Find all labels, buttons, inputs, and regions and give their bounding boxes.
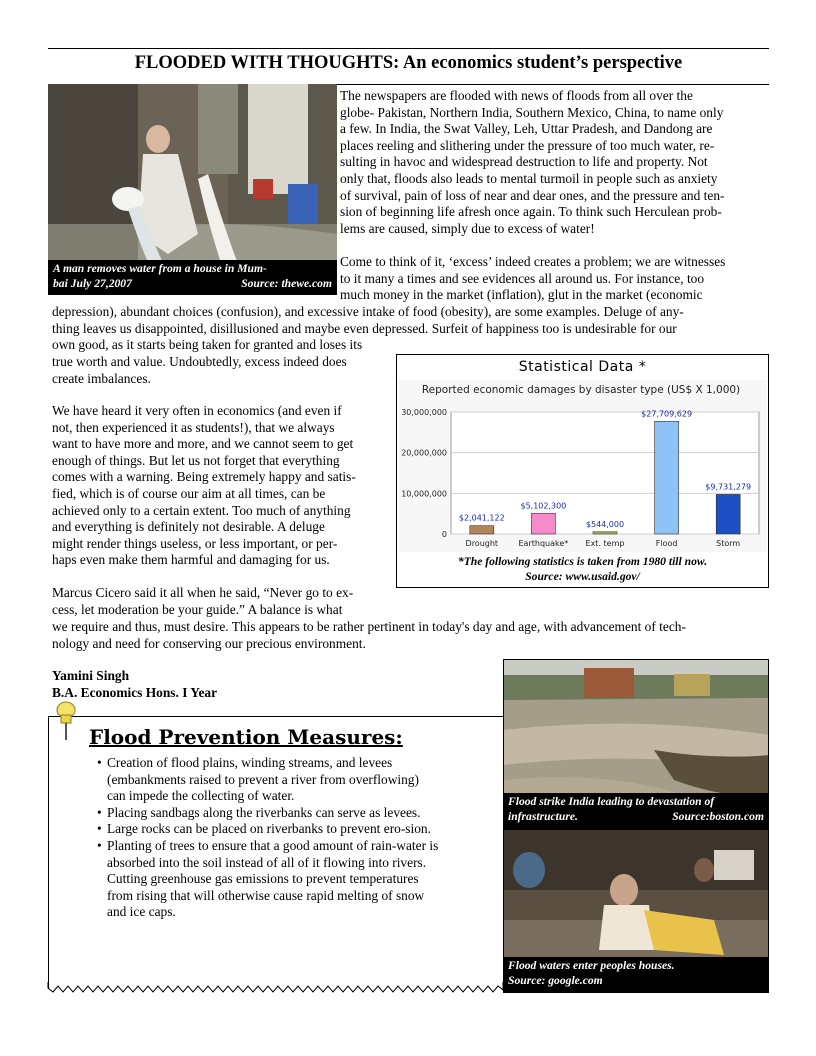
chart-note-line1: *The following statistics is taken from 1980 till now.	[457, 555, 708, 568]
bar-value-label: $27,709,629	[641, 409, 693, 419]
text-line: might render things useless, or less important, or per-	[52, 535, 338, 551]
bar-value-label: $5,102,300	[520, 501, 567, 511]
prevention-item: • Creation of flood plains, winding streams, and levees (embankments raised to prevent a river from overflowing) can impede the collecting of water.	[99, 755, 439, 805]
photo3-caption-line1: Flood waters enter peoples houses.	[508, 959, 675, 972]
photo1-caption-line2: bai July 27,2007 Source: thewe.com	[53, 277, 332, 290]
article-para2-top	[340, 254, 770, 304]
bar-value-label: $9,731,279	[705, 482, 752, 492]
text-line: not, then experienced it as students!), that we always	[52, 419, 335, 435]
bar-flood	[655, 421, 679, 534]
article-para3	[52, 403, 392, 569]
text-line: The newspapers are flooded with news of floods from all over the	[340, 88, 693, 103]
chart-note-line2: Source: www.usaid.gov/	[525, 570, 640, 583]
bar-ext-temp	[593, 532, 617, 534]
text-line: fied, which is of course our aim at all times, can be	[52, 485, 326, 501]
text-line: places reeling and slithering under the pressure of too much water, re-	[340, 137, 715, 153]
text-line: Come to think of it, ‘excess’ indeed creates a problem; we are witnesses	[340, 254, 726, 269]
text-line: enough of things. But let us not forget that everything	[52, 452, 340, 468]
prevention-item: • Placing sandbags along the riverbanks can serve as levees.	[99, 805, 439, 822]
text-line: lems are caused, simply due to excess of water!	[340, 220, 595, 236]
author-course: B.A. Economics Hons. I Year	[52, 685, 218, 700]
bar-earthquake-	[531, 513, 555, 534]
text-line: a few. In India, the Swat Valley, Leh, Uttar Pradesh, and Dandong are	[340, 121, 713, 137]
y-tick-label: 10,000,000	[401, 489, 447, 499]
photo3-caption-line2: Source: google.com	[508, 974, 603, 987]
x-tick-label: Ext. temp	[585, 539, 625, 548]
photo1-caption	[48, 260, 337, 295]
text-line: Marcus Cicero said it all when he said, “Never go to ex-	[52, 585, 354, 600]
text-line: sulting in havoc and widespread destruction to life and property. Not	[340, 154, 708, 170]
photo2-caption-line2: infrastructure. Source:boston.com	[508, 810, 764, 823]
text-line: cess, let moderation be your guide.” A balance is what	[52, 601, 343, 617]
prevention-item: • Planting of trees to ensure that a good amount of rain-water is absorbed into the soil instead of all of it flowing into rivers. Cutting greenhouse gas emissions to prevent temperatures from rising that will otherwise cause rapid melting of snow and ice caps.	[99, 838, 439, 921]
article-para4-wide	[52, 619, 772, 652]
statistical-data-box	[396, 354, 769, 588]
text-line: nology and need for conserving our precious environment.	[52, 635, 366, 651]
author-block	[52, 667, 217, 701]
text-line: only that, floods also leads to mental turmoil in people such as anxiety	[340, 170, 718, 186]
text-line: sion of beginning life afresh once again. To think such Herculean prob-	[340, 204, 722, 220]
article-para1	[340, 88, 770, 237]
photo2-source: Source:boston.com	[672, 810, 764, 823]
chart-box-heading: Statistical Data *	[518, 359, 647, 375]
text-line: depression), abundant choices (confusion), and excessive intake of food (obesity), are some examples. Deluge of any-	[52, 304, 684, 319]
text-line: create imbalances.	[52, 370, 151, 386]
torn-edge	[47, 982, 505, 996]
text-line: to it many a times and see evidences all around us. For instance, too	[340, 270, 705, 286]
pushpin-icon	[52, 700, 80, 742]
photo1-source: Source: thewe.com	[241, 277, 332, 290]
bar-drought	[470, 526, 494, 534]
photo2-caption	[503, 793, 769, 829]
x-tick-label: Drought	[465, 539, 499, 548]
damages-bar-chart	[399, 380, 767, 552]
text-line: We have heard it very often in economics (and even if	[52, 403, 342, 418]
bar-value-label: $544,000	[585, 519, 625, 529]
text-line: achieved only to a certain extent. Too much of anything	[52, 502, 351, 518]
text-line: we require and thus, must desire. This appears to be rather pertinent in today's day and age, with advancement of tech-	[52, 619, 686, 634]
photo2-caption-line1: Flood strike India leading to devastation of	[508, 795, 715, 808]
text-line: thing leaves us disappointed, disillusioned and maybe even depressed. Surfeit of happiness too is undesirable for our	[52, 320, 677, 336]
x-tick-label: Flood	[655, 539, 678, 548]
article-para2-wide	[52, 304, 772, 354]
page-title: FLOODED WITH THOUGHTS: An economics student’s perspective	[134, 53, 683, 73]
top-rule	[48, 48, 769, 49]
x-tick-label: Storm	[716, 539, 741, 548]
photo1-caption-line1: A man removes water from a house in Mum-	[53, 262, 267, 275]
article-para2-left	[52, 354, 392, 387]
x-tick-label: Earthquake*	[518, 539, 569, 548]
y-tick-label: 30,000,000	[401, 408, 447, 417]
text-line: of survival, pain of loss of near and dear ones, and the pressure and ten-	[340, 187, 725, 203]
flood-prevention-box	[48, 716, 505, 989]
bar-value-label: $2,041,122	[458, 513, 505, 523]
bar-storm	[716, 494, 740, 534]
author-name: Yamini Singh	[52, 668, 130, 683]
article-para4-left	[52, 585, 397, 618]
prevention-item: • Large rocks can be placed on riverbanks to prevent ero-sion.	[99, 821, 439, 838]
text-line: globe- Pakistan, Northern India, Southern Mexico, China, to name only	[340, 104, 724, 120]
prevention-list	[99, 755, 439, 921]
text-line: comes with a warning. Being extremely happy and satis-	[52, 469, 356, 485]
text-line: want to have more and more, and we cannot seem to get	[52, 436, 354, 452]
prevention-title: Flood Prevention Measures:	[89, 725, 403, 749]
text-line: true worth and value. Undoubtedly, excess indeed does	[52, 354, 347, 369]
text-line: and everything is definitely not desirable. A deluge	[52, 519, 325, 535]
text-line: much money in the market (inflation), glut in the market (economic	[340, 287, 703, 303]
text-line: haps even make them harmful and damaging for us.	[52, 552, 330, 568]
y-tick-label: 0	[441, 530, 447, 539]
chart-title: Reported economic damages by disaster type (US$ X 1,000)	[421, 384, 741, 396]
photo3-caption	[503, 957, 769, 993]
text-line: own good, as it starts being taken for granted and loses its	[52, 337, 363, 353]
y-tick-label: 20,000,000	[401, 448, 447, 458]
